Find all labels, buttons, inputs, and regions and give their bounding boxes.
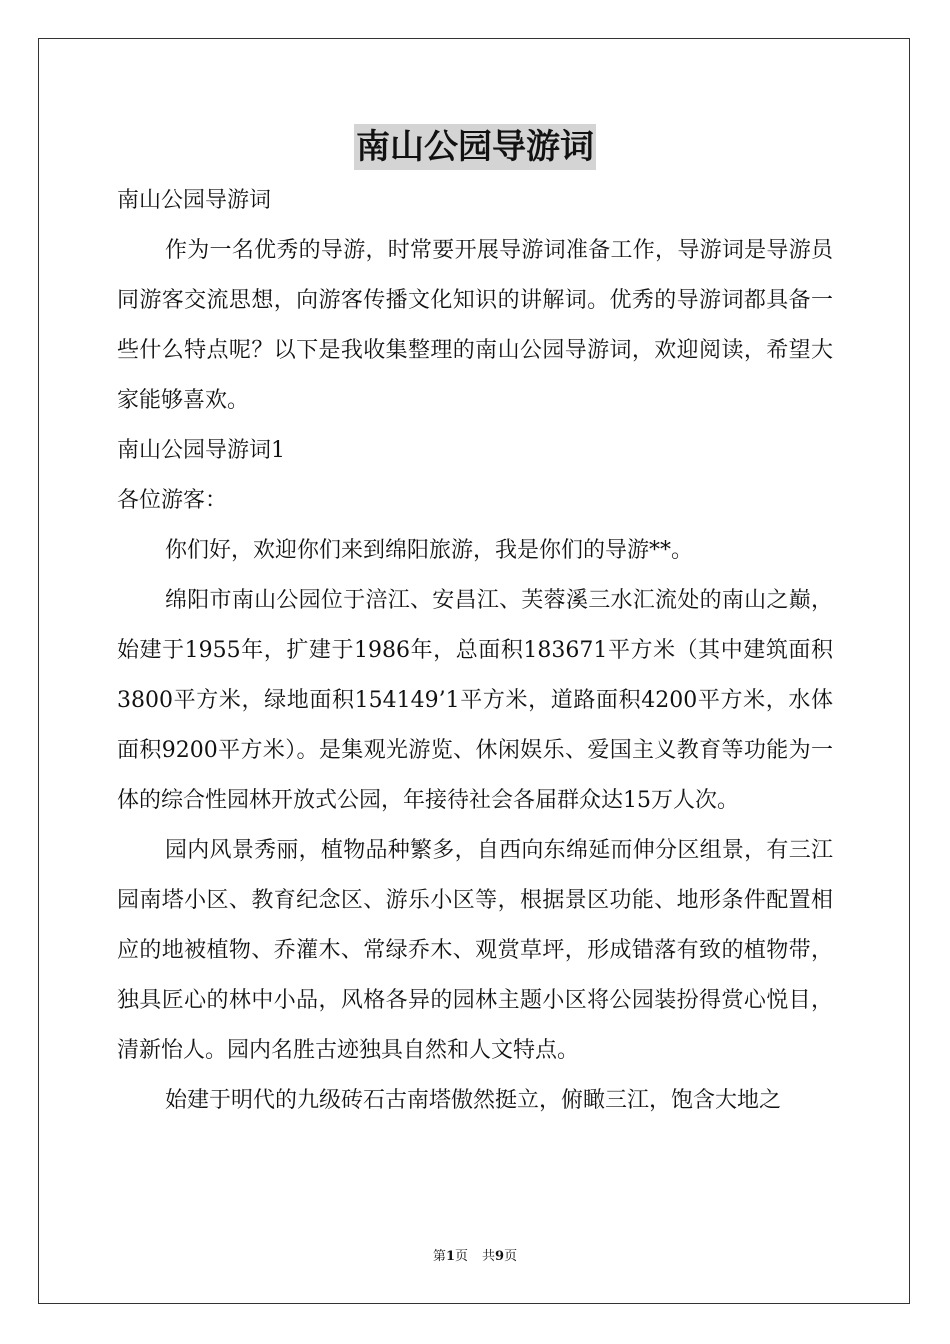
page-footer [0,1248,950,1266]
paragraph: 园内风景秀丽，植物品种繁多，自西向东绵延而伸分区组景，有三江园南塔小区、教育纪念区、游乐小区等，根据景区功能、地形条件配置相应的地被植物、乔灌木、常绿乔木、观赏草坪，形成错落有致的植物带，独具匠心的林中小品，风格各异的园林主题小区将公园装扮得赏心悦目，清新怡人。园内名胜古迹独具自然和人文特点。 [117,838,833,1063]
total-prefix: 共 [482,1249,496,1264]
paragraph: 各位游客： [117,488,228,513]
section-heading: 南山公园导游词1 [117,438,285,463]
page-prefix: 第 [432,1249,446,1264]
document-title: 南山公园导游词 [354,124,596,170]
page-suffix: 页 [454,1249,468,1264]
document-body [117,176,833,1126]
paragraph: 南山公园导游词 [117,188,272,213]
total-pages: 9 [495,1249,505,1264]
paragraph: 始建于明代的九级砖石古南塔傲然挺立，俯瞰三江，饱含大地之 [165,1088,782,1113]
paragraph: 绵阳市南山公园位于涪江、安昌江、芙蓉溪三水汇流处的南山之巅，始建于1955年，扩建于1986年，总面积183671平方米（其中建筑面积3800平方米，绿地面积154149’1平方米，道路面积4200平方米，水体面积9200平方米）。是集观光游览、休闲娱乐、爱国主义教育等功能为一体的综合性园林开放式公园，年接待社会各届群众达15万人次。 [117,588,833,813]
page-number: 1 [445,1249,455,1264]
title-container [0,124,950,170]
paragraph: 你们好，欢迎你们来到绵阳旅游，我是你们的导游**。 [165,538,694,563]
paragraph: 作为一名优秀的导游，时常要开展导游词准备工作，导游词是导游员同游客交流思想，向游客传播文化知识的讲解词。优秀的导游词都具备一些什么特点呢？以下是我收集整理的南山公园导游词，欢迎阅读，希望大家能够喜欢。 [117,238,833,413]
total-suffix: 页 [504,1249,518,1264]
